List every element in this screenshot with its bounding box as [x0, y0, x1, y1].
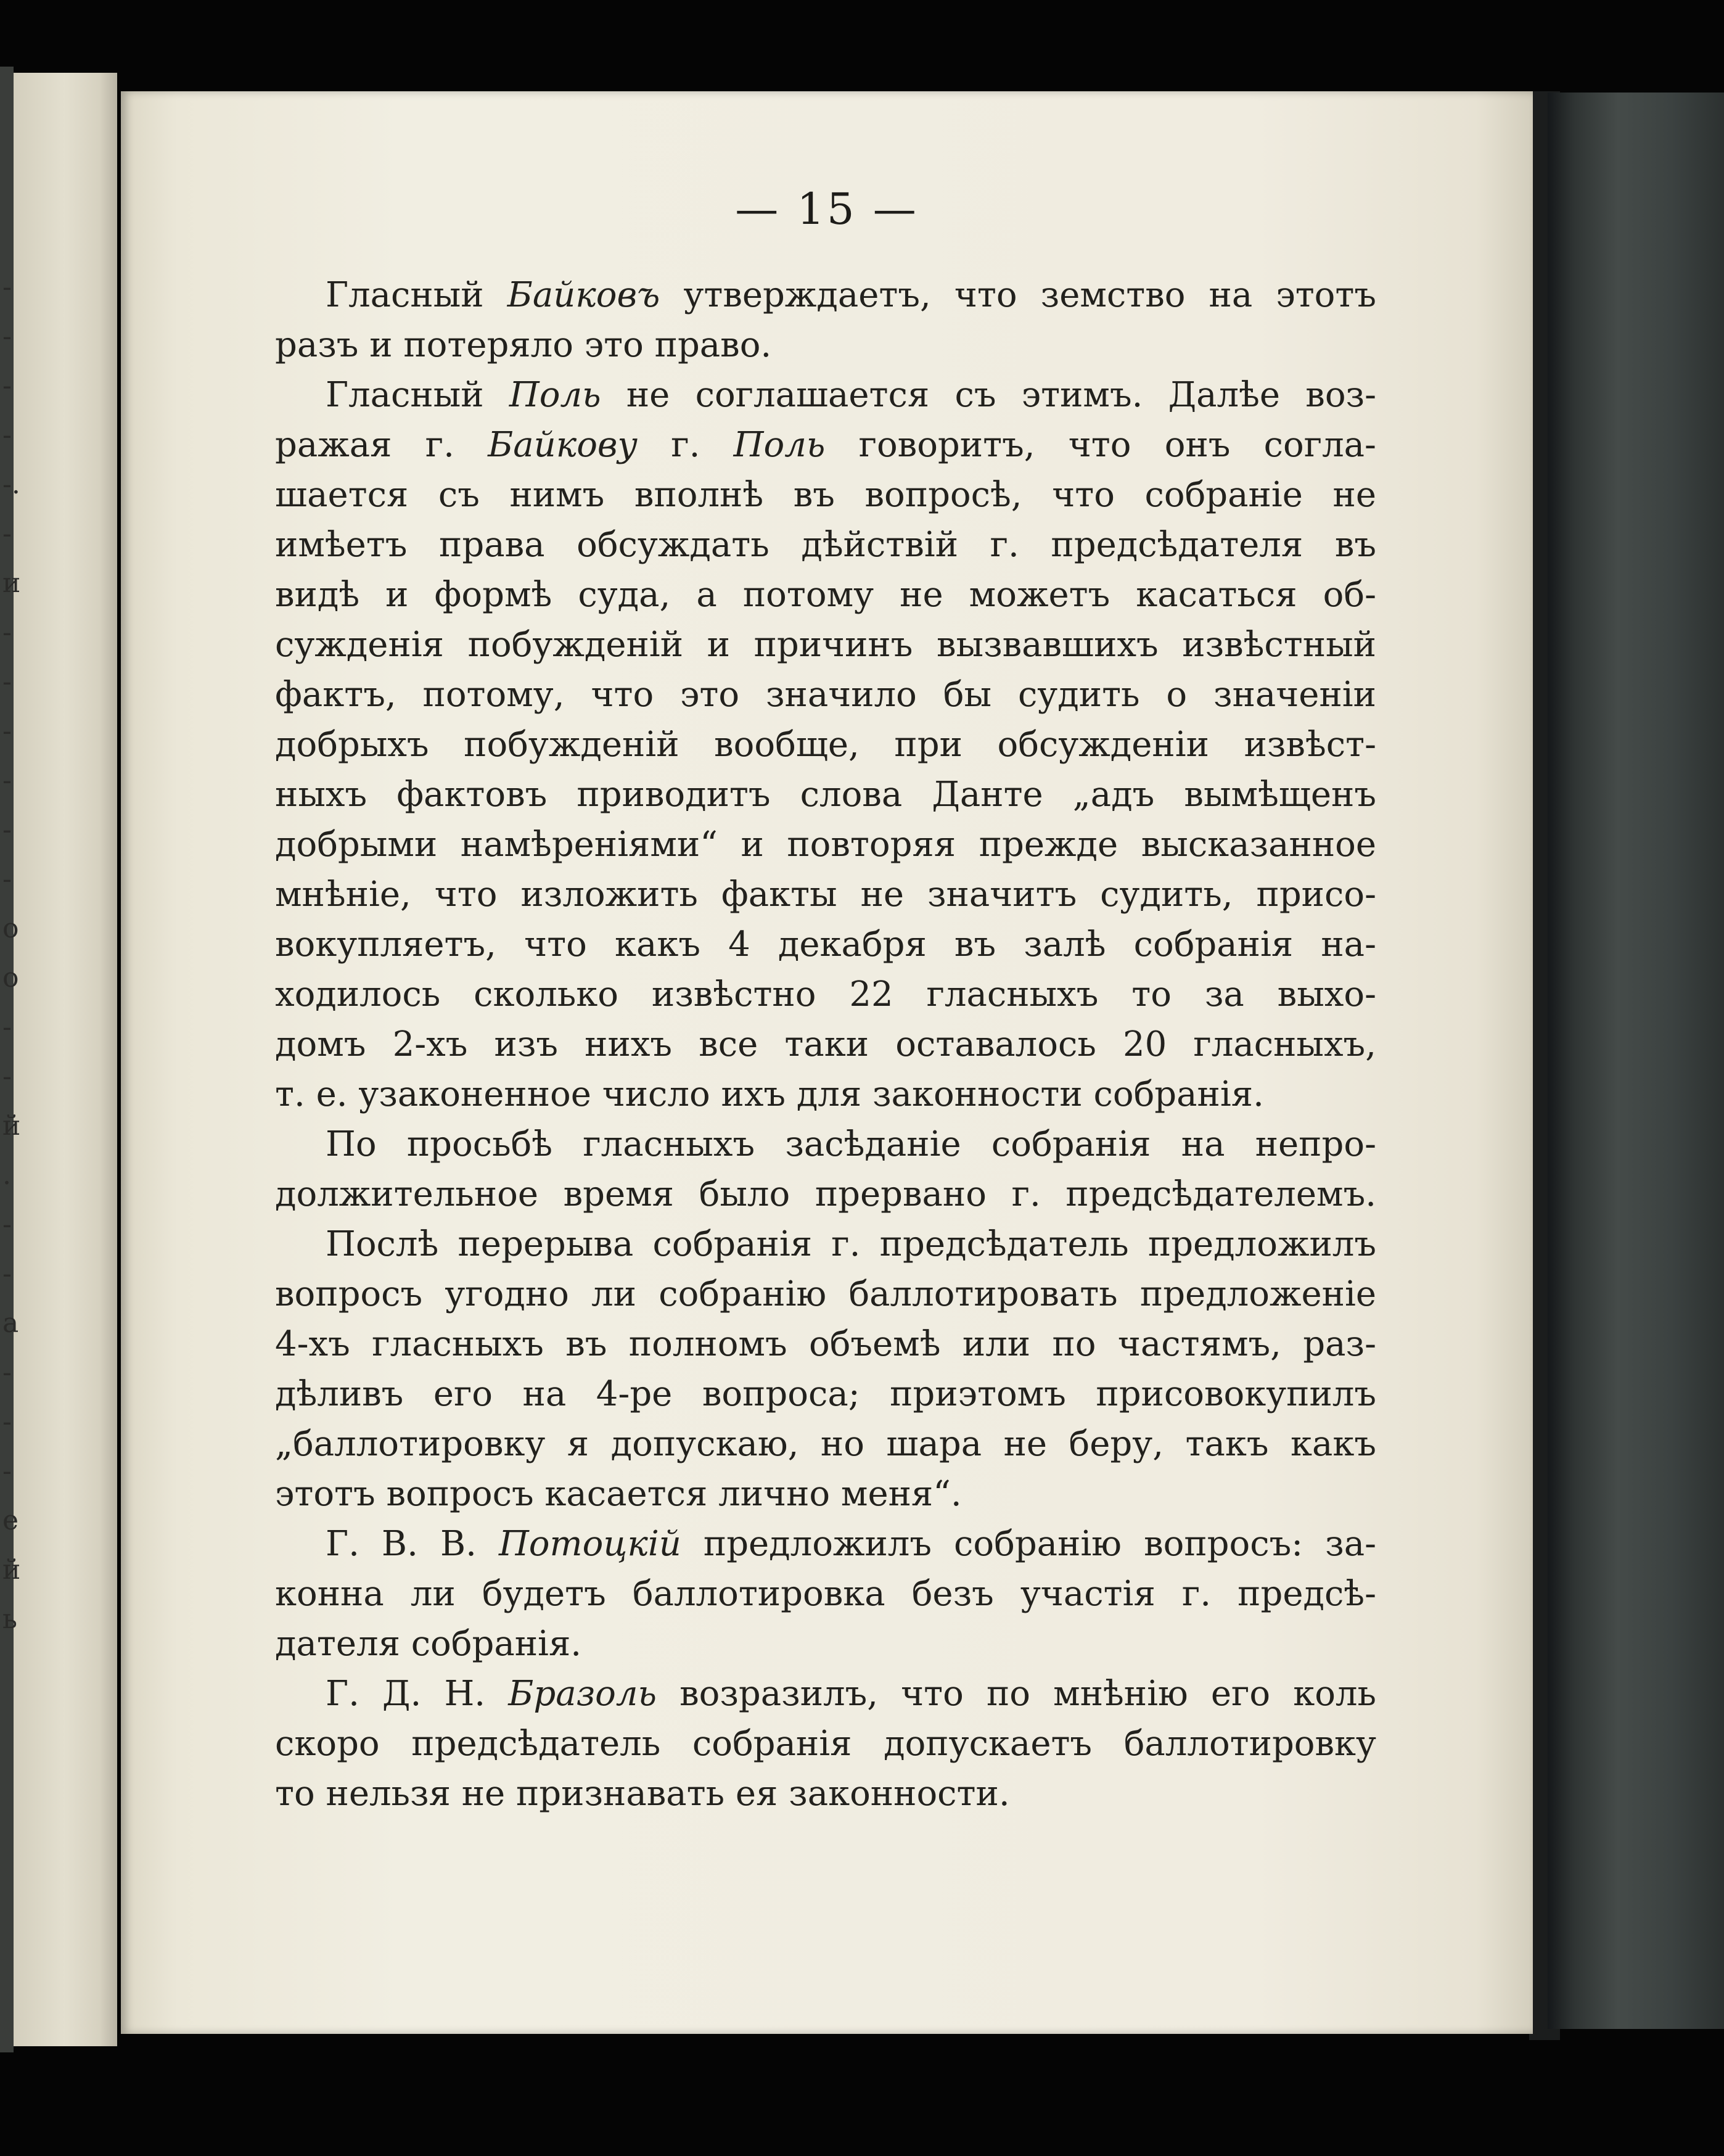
text-line [275, 720, 1376, 770]
previous-page-edge [0, 73, 117, 2046]
text-line [275, 1569, 1376, 1619]
text-run: добрыми намѣреніями“ и повторяя прежде высказанное [275, 825, 1376, 865]
text-line [275, 1419, 1376, 1469]
text-run: сужденія побужденій и причинъ вызвавшихъ извѣстный [275, 625, 1376, 665]
text-run: т. е. узаконенное число ихъ для законности собранія. [275, 1074, 1264, 1114]
previous-page-line-end: - [2, 1011, 12, 1043]
text-line [275, 470, 1376, 520]
previous-page-line-end: о [2, 913, 19, 944]
text-line [275, 1369, 1376, 1419]
previous-page-line-end: - [2, 765, 12, 796]
previous-page-line-end: - [2, 321, 12, 352]
text-line [275, 320, 1376, 370]
text-run: Г. Д. Н. [326, 1674, 509, 1714]
text-run: мнѣніе, что изложить факты не значитъ судить, присо- [275, 874, 1376, 915]
text-run: Гласный [326, 275, 507, 315]
text-run: Г. В. В. [326, 1524, 499, 1564]
previous-page-line-end: -. [2, 469, 20, 500]
text-run: дателя собранія. [275, 1624, 582, 1664]
text-line [275, 1019, 1376, 1069]
text-run: не соглашается съ этимъ. Далѣе воз- [601, 375, 1377, 415]
text-run: домъ 2-хъ изъ нихъ все таки оставалось 20 гласныхъ, [275, 1024, 1376, 1064]
text-line [275, 820, 1376, 870]
text-line [275, 1519, 1376, 1569]
text-run: добрыхъ побужденій вообще, при обсужденіи извѣст- [275, 725, 1376, 765]
previous-page-line-end: - [2, 518, 12, 549]
italic-name: Байковъ [507, 275, 660, 315]
previous-page-line-end: - [2, 419, 12, 451]
previous-page-line-end: - [2, 863, 12, 895]
previous-page-line-end: . [2, 1159, 11, 1191]
text-line [275, 1619, 1376, 1669]
italic-name: Поль [509, 375, 601, 415]
text-run: Послѣ перерыва собранія г. предсѣдатель предложилъ [326, 1224, 1376, 1264]
text-line [275, 570, 1376, 620]
italic-name: Потоцкій [498, 1524, 681, 1564]
text-line [275, 969, 1376, 1019]
text-line [275, 1319, 1376, 1369]
text-run: возразилъ, что по мнѣнію его коль [657, 1674, 1376, 1714]
text-run: этотъ вопросъ касается лично меня“. [275, 1474, 962, 1514]
text-line [275, 270, 1376, 320]
previous-page-line-end: - [2, 1406, 12, 1438]
text-run: ныхъ фактовъ приводитъ слова Данте „адъ вымѣщенъ [275, 775, 1376, 815]
previous-page-line-end: - [2, 271, 12, 303]
text-run: скоро предсѣдатель собранія допускаетъ баллотировку [275, 1724, 1376, 1764]
text-line [275, 1269, 1376, 1319]
text-line [275, 370, 1376, 420]
text-line [275, 1069, 1376, 1119]
previous-page-line-end: а [2, 1307, 19, 1339]
text-run: Гласный [326, 375, 509, 415]
previous-page-line-end: - [2, 814, 12, 846]
text-run: По просьбѣ гласныхъ засѣданіе собранія на непро- [326, 1124, 1376, 1164]
previous-page-line-end: - [2, 715, 12, 747]
text-run: конна ли будетъ баллотировка безъ участія г. предсѣ- [275, 1574, 1376, 1614]
previous-page-line-end: - [2, 1357, 12, 1388]
left-book-cover [0, 67, 14, 2052]
text-line [275, 1169, 1376, 1219]
previous-page-line-end: й [2, 1110, 21, 1142]
previous-page-line-end: й [2, 1554, 21, 1586]
previous-page-line-end: и [2, 567, 21, 599]
previous-page-line-end: - [2, 617, 12, 648]
previous-page-line-end: - [2, 1258, 12, 1290]
text-line [275, 920, 1376, 969]
text-line [275, 1719, 1376, 1769]
text-line [275, 670, 1376, 720]
book-page [121, 91, 1533, 2034]
text-run: говоритъ, что онъ согла- [825, 425, 1376, 465]
right-book-cover [1548, 93, 1724, 2029]
text-run: „баллотировку я допускаю, но шара не беру, такъ какъ [275, 1424, 1376, 1464]
text-run: вопросъ угодно ли собранію баллотировать предложеніе [275, 1274, 1376, 1314]
previous-page-line-end: - [2, 1455, 12, 1487]
text-line [275, 770, 1376, 820]
italic-name: Байкову [488, 425, 638, 465]
text-run: видѣ и формѣ суда, а потому не можетъ касаться об- [275, 575, 1376, 615]
text-line [275, 1469, 1376, 1519]
previous-page-line-end: е [2, 1505, 19, 1536]
text-line [275, 1669, 1376, 1719]
text-line [275, 620, 1376, 670]
text-run: шается съ нимъ вполнѣ въ вопросѣ, что собраніе не [275, 475, 1376, 515]
text-run: ходилось сколько извѣстно 22 гласныхъ то за выхо- [275, 974, 1376, 1014]
text-run: фактъ, потому, что это значило бы судить о значеніи [275, 675, 1376, 715]
previous-page-line-end: ь [2, 1603, 17, 1635]
page-number: — 15 — [735, 184, 919, 234]
text-run: утверждаетъ, что земство на этотъ [660, 275, 1376, 315]
text-run: дѣливъ его на 4-ре вопроса; приэтомъ присовокупилъ [275, 1374, 1376, 1414]
text-run: разъ и потеряло это право. [275, 325, 772, 365]
previous-page-line-end: - [2, 1209, 12, 1240]
text-run: ражая г. [275, 425, 488, 465]
previous-page-line-end: - [2, 1061, 12, 1092]
text-line [275, 1219, 1376, 1269]
text-run: предложилъ собранію вопросъ: за- [681, 1524, 1377, 1564]
page-body-text [275, 270, 1376, 1819]
text-line [275, 1769, 1376, 1819]
text-line [275, 870, 1376, 920]
text-run: должительное время было прервано г. предсѣдателемъ. [275, 1174, 1376, 1214]
previous-page-line-end: о [2, 962, 19, 994]
text-line [275, 420, 1376, 470]
text-run: г. [637, 425, 734, 465]
text-run: вокупляетъ, что какъ 4 декабря въ залѣ собранія на- [275, 924, 1376, 965]
text-run: то нельзя не признавать ея законности. [275, 1774, 1010, 1814]
text-run: имѣетъ права обсуждать дѣйствій г. предсѣдателя въ [275, 525, 1376, 565]
text-line [275, 1119, 1376, 1169]
italic-name: Бразоль [508, 1674, 657, 1714]
previous-page-line-end: - [2, 370, 12, 401]
italic-name: Поль [733, 425, 826, 465]
text-line [275, 520, 1376, 570]
text-run: 4-хъ гласныхъ въ полномъ объемѣ или по частямъ, раз- [275, 1324, 1376, 1364]
previous-page-line-end: - [2, 666, 12, 697]
